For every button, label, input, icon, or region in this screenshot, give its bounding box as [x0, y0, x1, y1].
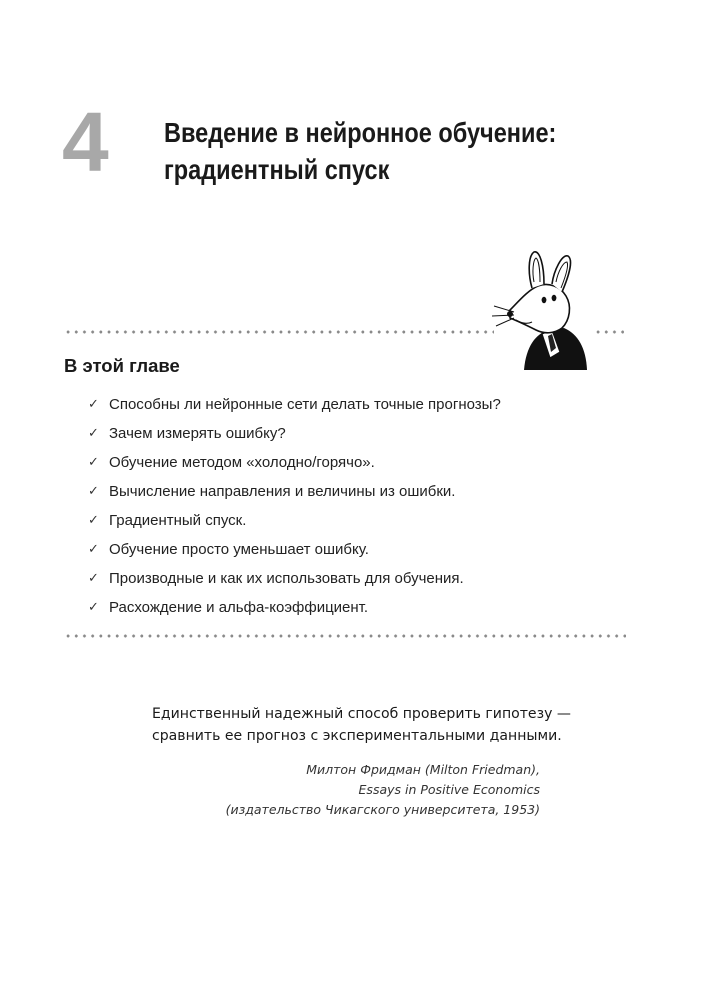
chapter-title	[164, 114, 567, 188]
chapter-title-line: градиентный спуск	[164, 154, 390, 185]
list-item	[88, 448, 501, 477]
list-item	[88, 593, 501, 622]
list-item	[88, 564, 501, 593]
list-item	[88, 477, 501, 506]
list-item-text: Зачем измерять ошибку?	[109, 425, 286, 442]
list-item-text: Расхождение и альфа-коэффициент.	[109, 599, 369, 616]
check-icon: ✓	[88, 600, 99, 615]
epigraph-quote-line: Единственный надежный способ проверить гипотезу —	[152, 706, 571, 722]
list-item	[88, 390, 501, 419]
epigraph-source-line: Милтон Фридман (Milton Friedman),	[306, 762, 540, 777]
check-icon: ✓	[88, 571, 99, 586]
list-item-text: Градиентный спуск.	[109, 512, 247, 529]
epigraph-source-line: Essays in Positive Economics	[358, 782, 540, 797]
list-item-text: Вычисление направления и величины из ошибки.	[109, 483, 456, 500]
list-item-text: Обучение просто уменьшает ошибку.	[109, 541, 369, 558]
check-icon: ✓	[88, 542, 99, 557]
dotted-divider-bottom	[64, 634, 626, 638]
list-item-text: Обучение методом «холодно/горячо».	[109, 454, 375, 471]
check-icon: ✓	[88, 455, 99, 470]
mascot-mouse-illustration	[488, 248, 600, 370]
list-item-text: Производные и как их использовать для обучения.	[109, 570, 464, 587]
epigraph-attribution	[140, 760, 540, 820]
dotted-divider-top	[64, 330, 494, 334]
section-heading: В этой главе	[64, 355, 180, 376]
list-item-text: Способны ли нейронные сети делать точные прогнозы?	[109, 396, 501, 413]
epigraph-source-line: (издательство Чикагского университета, 1953)	[225, 802, 540, 817]
chapter-number: 4	[62, 95, 109, 189]
list-item	[88, 419, 501, 448]
chapter-topics-list	[88, 390, 501, 622]
epigraph-quote	[152, 703, 571, 747]
chapter-title-line: Введение в нейронное обучение:	[164, 117, 557, 148]
list-item	[88, 535, 501, 564]
epigraph-quote-line: сравнить ее прогноз с экспериментальными данными.	[152, 728, 562, 744]
check-icon: ✓	[88, 513, 99, 528]
check-icon: ✓	[88, 484, 99, 499]
check-icon: ✓	[88, 397, 99, 412]
list-item	[88, 506, 501, 535]
dotted-divider-top-end	[594, 330, 624, 334]
check-icon: ✓	[88, 426, 99, 441]
